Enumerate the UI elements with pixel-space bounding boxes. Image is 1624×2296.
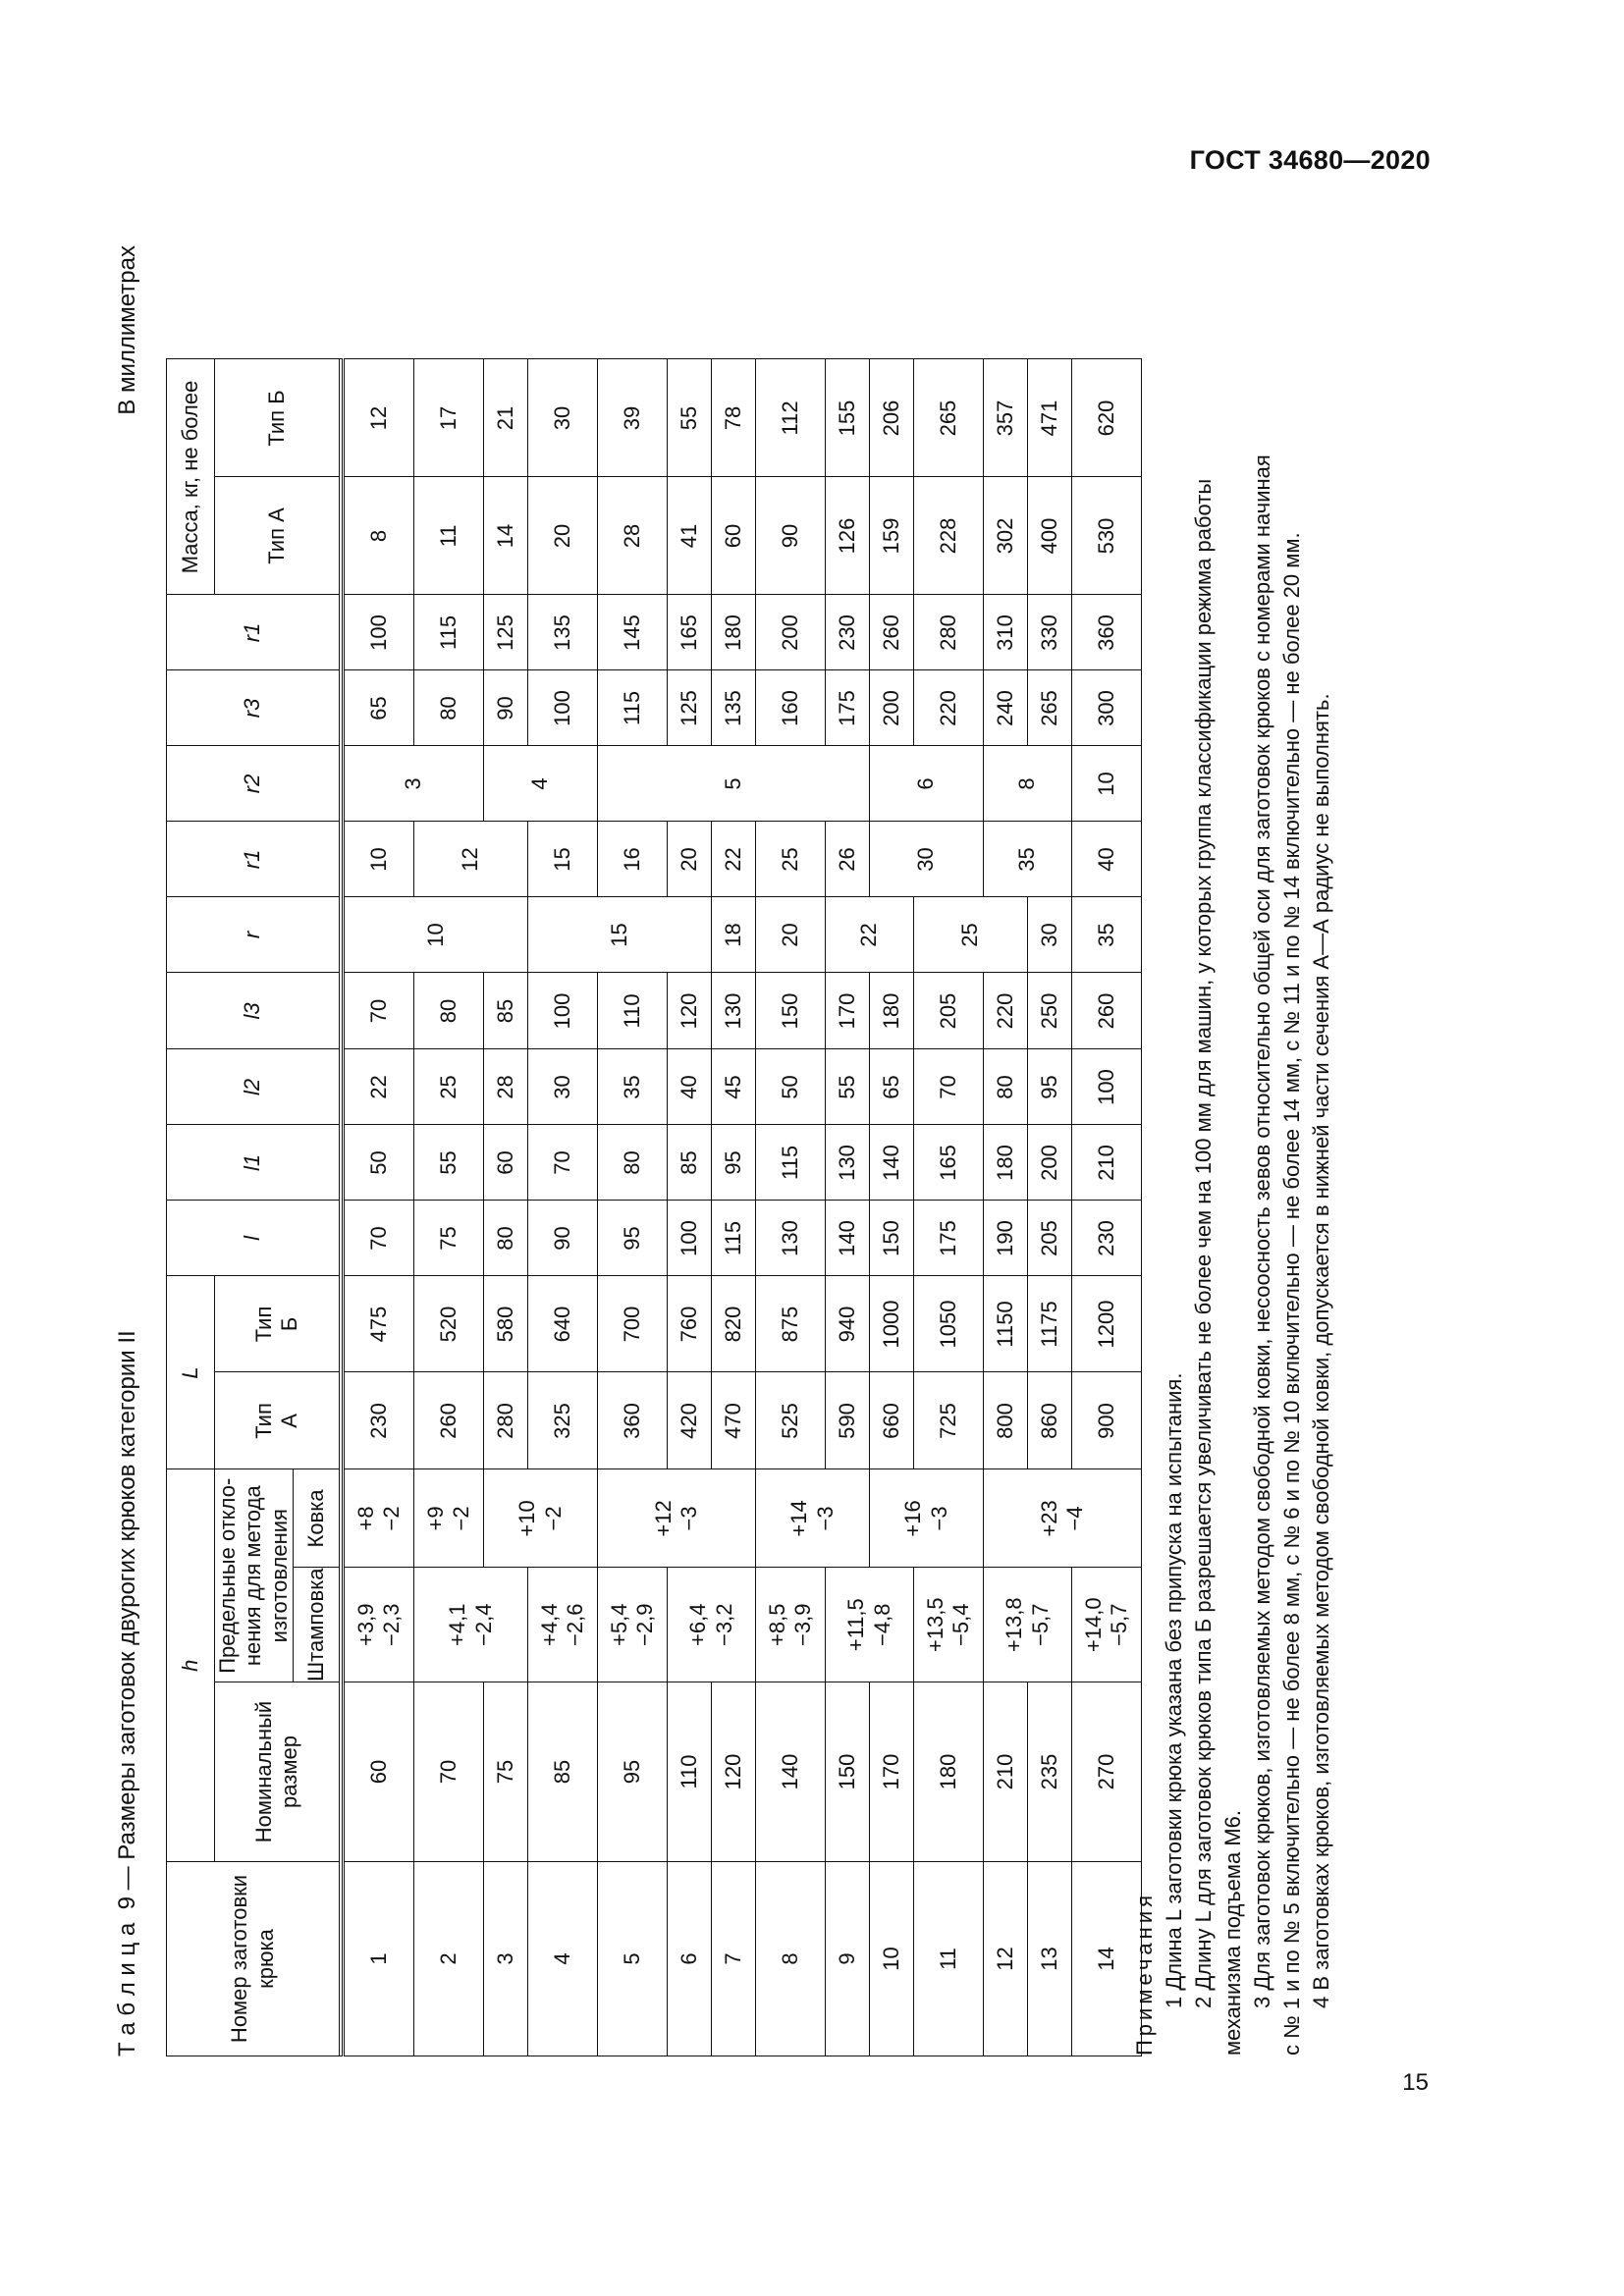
cell-r3: 200 [870, 670, 914, 746]
cell-r1: 15 [528, 822, 598, 897]
cell-l1: 115 [756, 1125, 826, 1201]
cell-mass-b: 155 [826, 359, 870, 477]
cell-l2: 50 [756, 1049, 826, 1125]
cell-r3: 125 [668, 670, 712, 746]
note-3: 3 Для заготовок крюков, изготовляемых методом свободной ковки, несоосность зевов относительно общей оси для заготовок крюков с номерами начиная [1250, 454, 1274, 2008]
cell-r1: 10 [344, 822, 414, 897]
header-nominal: Номинальный размер [215, 1682, 340, 1862]
header-r3: r3 [167, 670, 340, 746]
cell-mass-b: 12 [344, 359, 414, 477]
cell-l: 190 [984, 1201, 1028, 1276]
cell-stamping: +4,1 −2,4 [414, 1568, 528, 1682]
cell-r1: 25 [756, 822, 826, 897]
header-stamping: Штамповка [294, 1568, 340, 1682]
cell-L-type-a: 525 [756, 1372, 826, 1469]
cell-hook-number: 6 [668, 1862, 712, 2056]
cell-l3: 120 [668, 973, 712, 1049]
cell-r1: 16 [598, 822, 668, 897]
cell-l1: 210 [1072, 1125, 1142, 1201]
header-hook-number: Номер заготовки крюка [167, 1862, 340, 2056]
cell-L-type-a: 660 [870, 1372, 914, 1469]
cell-nominal: 170 [870, 1682, 914, 1862]
cell-stamping: +3,9 −2,3 [344, 1568, 414, 1682]
note-3-continued: с № 1 и по № 5 включительно — не более 8 мм, с № 6 и по № 10 включительно — не более 14 мм, с № 11 и по № 14 включительно — не более 20 мм. [1279, 532, 1304, 2056]
table-row [712, 359, 756, 2056]
cell-l: 70 [344, 1201, 414, 1276]
header-l2: l2 [167, 1049, 340, 1125]
cell-L-type-b: 640 [528, 1276, 598, 1372]
header-type-a: Тип А [215, 1372, 340, 1469]
cell-l1: 165 [914, 1125, 984, 1201]
table-row [484, 359, 528, 2056]
cell-l: 230 [1072, 1201, 1142, 1276]
cell-nominal: 150 [826, 1682, 870, 1862]
cell-r: 10 [344, 897, 528, 973]
cell-forging: +9 −2 [414, 1469, 484, 1568]
cell-l: 130 [756, 1201, 826, 1276]
cell-L-type-a: 230 [344, 1372, 414, 1469]
cell-r1-second: 260 [870, 595, 914, 670]
cell-L-type-b: 700 [598, 1276, 668, 1372]
cell-forging: +23 −4 [984, 1469, 1142, 1568]
cell-r1: 26 [826, 822, 870, 897]
cell-r2: 8 [984, 746, 1072, 822]
cell-mass-a: 159 [870, 477, 914, 595]
cell-r1-second: 330 [1028, 595, 1072, 670]
cell-mass-a: 8 [344, 477, 414, 595]
rotated-table-block [108, 231, 1355, 2056]
cell-l: 95 [598, 1201, 668, 1276]
cell-l2: 65 [870, 1049, 914, 1125]
cell-nominal: 95 [598, 1682, 668, 1862]
cell-mass-a: 126 [826, 477, 870, 595]
cell-nominal: 180 [914, 1682, 984, 1862]
cell-L-type-b: 580 [484, 1276, 528, 1372]
cell-hook-number: 1 [344, 1862, 414, 2056]
cell-mass-b: 17 [414, 359, 484, 477]
note-2: 2 Длину L для заготовок крюков типа Б разрешается увеличивать не более чем на 100 мм для машин, у которых группа классификации режима работы [1191, 478, 1216, 2008]
cell-r2: 6 [870, 746, 984, 822]
header-l3: l3 [167, 973, 340, 1049]
cell-mass-a: 14 [484, 477, 528, 595]
cell-mass-a: 28 [598, 477, 668, 595]
cell-l1: 130 [826, 1125, 870, 1201]
cell-l: 175 [914, 1201, 984, 1276]
cell-nominal: 110 [668, 1682, 712, 1862]
cell-l1: 200 [1028, 1125, 1072, 1201]
cell-r: 30 [1028, 897, 1072, 973]
cell-l2: 40 [668, 1049, 712, 1125]
cell-l3: 250 [1028, 973, 1072, 1049]
cell-r1-second: 280 [914, 595, 984, 670]
cell-r1: 40 [1072, 822, 1142, 897]
table-row [756, 359, 826, 2056]
cell-mass-b: 30 [528, 359, 598, 477]
cell-stamping: +13,5 −5,4 [914, 1568, 984, 1682]
cell-l3: 170 [826, 973, 870, 1049]
cell-mass-b: 112 [756, 359, 826, 477]
table-row [668, 359, 712, 2056]
cell-mass-b: 471 [1028, 359, 1072, 477]
cell-mass-b: 39 [598, 359, 668, 477]
cell-l3: 100 [528, 973, 598, 1049]
cell-r3: 160 [756, 670, 826, 746]
cell-nominal: 235 [1028, 1682, 1072, 1862]
cell-hook-number: 7 [712, 1862, 756, 2056]
notes-heading: Примечания [1132, 1891, 1157, 2056]
cell-l1: 80 [598, 1125, 668, 1201]
cell-r2: 4 [484, 746, 598, 822]
cell-l2: 55 [826, 1049, 870, 1125]
cell-forging: +10 −2 [484, 1469, 598, 1568]
header-r2: r2 [167, 746, 340, 822]
cell-L-type-b: 1000 [870, 1276, 914, 1372]
header-l1: l1 [167, 1125, 340, 1201]
cell-l: 75 [414, 1201, 484, 1276]
units-label: В миллиметрах [114, 245, 140, 415]
cell-hook-number: 11 [914, 1862, 984, 2056]
cell-stamping: +14,0 −5,7 [1072, 1568, 1142, 1682]
cell-l2: 28 [484, 1049, 528, 1125]
note-1: 1 Длина L заготовки крюка указана без припуска на испытания. [1162, 1372, 1186, 2008]
cell-r3: 100 [528, 670, 598, 746]
cell-l3: 70 [344, 973, 414, 1049]
cell-l2: 22 [344, 1049, 414, 1125]
cell-nominal: 60 [344, 1682, 414, 1862]
cell-l3: 150 [756, 973, 826, 1049]
header-r: r [167, 897, 340, 973]
cell-l2: 70 [914, 1049, 984, 1125]
cell-L-type-a: 590 [826, 1372, 870, 1469]
cell-L-type-b: 1175 [1028, 1276, 1072, 1372]
cell-mass-b: 620 [1072, 359, 1142, 477]
cell-L-type-a: 470 [712, 1372, 756, 1469]
cell-r1-second: 125 [484, 595, 528, 670]
cell-L-type-a: 860 [1028, 1372, 1072, 1469]
cell-r3: 80 [414, 670, 484, 746]
cell-r1-second: 310 [984, 595, 1028, 670]
cell-mass-a: 530 [1072, 477, 1142, 595]
cell-r1: 20 [668, 822, 712, 897]
document-header: ГОСТ 34680—2020 [1189, 145, 1431, 175]
cell-L-type-b: 520 [414, 1276, 484, 1372]
cell-hook-number: 2 [414, 1862, 484, 2056]
cell-r3: 220 [914, 670, 984, 746]
cell-L-type-b: 760 [668, 1276, 712, 1372]
cell-l1: 95 [712, 1125, 756, 1201]
cell-r3: 90 [484, 670, 528, 746]
table-row [870, 359, 914, 2056]
cell-r3: 175 [826, 670, 870, 746]
cell-l: 80 [484, 1201, 528, 1276]
cell-r1-second: 135 [528, 595, 598, 670]
cell-l3: 205 [914, 973, 984, 1049]
hook-blanks-table [166, 358, 1142, 2056]
cell-hook-number: 5 [598, 1862, 668, 2056]
table-row [1028, 359, 1072, 2056]
cell-r3: 65 [344, 670, 414, 746]
cell-r: 18 [712, 897, 756, 973]
cell-L-type-a: 900 [1072, 1372, 1142, 1469]
cell-l3: 110 [598, 973, 668, 1049]
cell-L-type-a: 325 [528, 1372, 598, 1469]
header-deviations: Предельные откло- нения для метода изготовления [215, 1469, 294, 1682]
cell-nominal: 140 [756, 1682, 826, 1862]
table-row [598, 359, 668, 2056]
page-number: 15 [1402, 2069, 1429, 2096]
cell-r: 20 [756, 897, 826, 973]
header-r1-second: r1 [167, 595, 340, 670]
cell-l3: 220 [984, 973, 1028, 1049]
cell-l1: 140 [870, 1125, 914, 1201]
cell-mass-b: 357 [984, 359, 1028, 477]
cell-l1: 180 [984, 1125, 1028, 1201]
cell-r3: 240 [984, 670, 1028, 746]
cell-r: 25 [914, 897, 1028, 973]
table-row [914, 359, 984, 2056]
cell-hook-number: 14 [1072, 1862, 1142, 2056]
cell-l2: 95 [1028, 1049, 1072, 1125]
header-mass: Масса, кг, не более [167, 359, 215, 595]
cell-r1-second: 360 [1072, 595, 1142, 670]
cell-mass-a: 90 [756, 477, 826, 595]
cell-nominal: 70 [414, 1682, 484, 1862]
cell-L-type-b: 940 [826, 1276, 870, 1372]
cell-r3: 115 [598, 670, 668, 746]
header-mass-type-a: Тип А [215, 477, 340, 595]
cell-r1-second: 230 [826, 595, 870, 670]
cell-forging: +8 −2 [344, 1469, 414, 1568]
table-row [528, 359, 598, 2056]
cell-l1: 60 [484, 1125, 528, 1201]
cell-L-type-b: 875 [756, 1276, 826, 1372]
cell-mass-a: 60 [712, 477, 756, 595]
cell-L-type-a: 725 [914, 1372, 984, 1469]
table-row [826, 359, 870, 2056]
cell-r3: 265 [1028, 670, 1072, 746]
cell-forging: +14 −3 [756, 1469, 870, 1568]
header-type-b: Тип Б [215, 1276, 340, 1372]
cell-l2: 45 [712, 1049, 756, 1125]
cell-l1: 50 [344, 1125, 414, 1201]
cell-r: 22 [826, 897, 914, 973]
cell-stamping: +13,8 −5,7 [984, 1568, 1072, 1682]
cell-r1: 35 [984, 822, 1072, 897]
cell-r: 35 [1072, 897, 1142, 973]
cell-l1: 55 [414, 1125, 484, 1201]
cell-r: 15 [528, 897, 712, 973]
cell-L-type-a: 280 [484, 1372, 528, 1469]
cell-nominal: 85 [528, 1682, 598, 1862]
cell-L-type-a: 800 [984, 1372, 1028, 1469]
cell-stamping: +11,5 −4,8 [826, 1568, 914, 1682]
cell-stamping: +6,4 −3,2 [668, 1568, 756, 1682]
cell-r1-second: 115 [414, 595, 484, 670]
cell-stamping: +5,4 −2,9 [598, 1568, 668, 1682]
cell-L-type-b: 475 [344, 1276, 414, 1372]
cell-hook-number: 13 [1028, 1862, 1072, 2056]
cell-l3: 85 [484, 973, 528, 1049]
cell-r1: 30 [870, 822, 984, 897]
cell-mass-b: 21 [484, 359, 528, 477]
cell-nominal: 120 [712, 1682, 756, 1862]
notes [1130, 230, 1336, 2056]
cell-L-type-b: 820 [712, 1276, 756, 1372]
cell-l2: 30 [528, 1049, 598, 1125]
cell-L-type-b: 1200 [1072, 1276, 1142, 1372]
cell-r1-second: 180 [712, 595, 756, 670]
cell-hook-number: 10 [870, 1862, 914, 2056]
cell-l3: 180 [870, 973, 914, 1049]
cell-hook-number: 9 [826, 1862, 870, 2056]
table-caption: Т а б л и ц а 9 — Размеры заготовок двурогих крюков категории II [114, 1330, 140, 2056]
cell-L-type-a: 420 [668, 1372, 712, 1469]
cell-stamping: +8,5 −3,9 [756, 1568, 826, 1682]
cell-hook-number: 8 [756, 1862, 826, 2056]
cell-l: 115 [712, 1201, 756, 1276]
cell-l3: 130 [712, 973, 756, 1049]
cell-l2: 35 [598, 1049, 668, 1125]
cell-mass-a: 400 [1028, 477, 1072, 595]
cell-l: 205 [1028, 1201, 1072, 1276]
cell-r3: 135 [712, 670, 756, 746]
cell-l2: 25 [414, 1049, 484, 1125]
header-forging: Ковка [294, 1469, 340, 1568]
cell-l2: 100 [1072, 1049, 1142, 1125]
cell-L-type-a: 360 [598, 1372, 668, 1469]
cell-l: 140 [826, 1201, 870, 1276]
cell-r1: 22 [712, 822, 756, 897]
cell-mass-b: 206 [870, 359, 914, 477]
cell-r1-second: 145 [598, 595, 668, 670]
cell-l2: 80 [984, 1049, 1028, 1125]
cell-r1-second: 200 [756, 595, 826, 670]
table-row [344, 359, 414, 2056]
cell-mass-a: 302 [984, 477, 1028, 595]
header-mass-type-b: Тип Б [215, 359, 340, 477]
table-row [414, 359, 484, 2056]
cell-hook-number: 4 [528, 1862, 598, 2056]
cell-mass-a: 228 [914, 477, 984, 595]
cell-nominal: 210 [984, 1682, 1028, 1862]
cell-mass-a: 20 [528, 477, 598, 595]
cell-L-type-b: 1150 [984, 1276, 1028, 1372]
cell-nominal: 75 [484, 1682, 528, 1862]
header-h: h [167, 1469, 215, 1862]
cell-l: 150 [870, 1201, 914, 1276]
cell-mass-a: 41 [668, 477, 712, 595]
cell-r1: 12 [414, 822, 528, 897]
cell-l3: 80 [414, 973, 484, 1049]
cell-L-type-a: 260 [414, 1372, 484, 1469]
cell-L-type-b: 1050 [914, 1276, 984, 1372]
cell-r2: 3 [344, 746, 484, 822]
cell-mass-b: 55 [668, 359, 712, 477]
cell-mass-b: 78 [712, 359, 756, 477]
note-4: 4 В заготовках крюков, изготовляемых методом свободной ковки, допускается в нижней части сечения А—А радиус не выполнять. [1309, 693, 1333, 2008]
cell-l1: 70 [528, 1125, 598, 1201]
cell-r1-second: 165 [668, 595, 712, 670]
cell-r2: 5 [598, 746, 870, 822]
cell-r2: 10 [1072, 746, 1142, 822]
header-L: L [167, 1276, 215, 1469]
note-2-continued: механизма подъема М6. [1220, 1809, 1245, 2056]
cell-l1: 85 [668, 1125, 712, 1201]
cell-hook-number: 12 [984, 1862, 1028, 2056]
cell-mass-b: 265 [914, 359, 984, 477]
cell-l: 100 [668, 1201, 712, 1276]
cell-forging: +12 −3 [598, 1469, 756, 1568]
cell-r1-second: 100 [344, 595, 414, 670]
cell-forging: +16 −3 [870, 1469, 984, 1568]
table-row [984, 359, 1028, 2056]
cell-l3: 260 [1072, 973, 1142, 1049]
cell-nominal: 270 [1072, 1682, 1142, 1862]
header-l: l [167, 1201, 340, 1276]
cell-mass-a: 11 [414, 477, 484, 595]
cell-hook-number: 3 [484, 1862, 528, 2056]
cell-l: 90 [528, 1201, 598, 1276]
cell-stamping: +4,4 −2,6 [528, 1568, 598, 1682]
cell-r3: 300 [1072, 670, 1142, 746]
header-r1: r1 [167, 822, 340, 897]
